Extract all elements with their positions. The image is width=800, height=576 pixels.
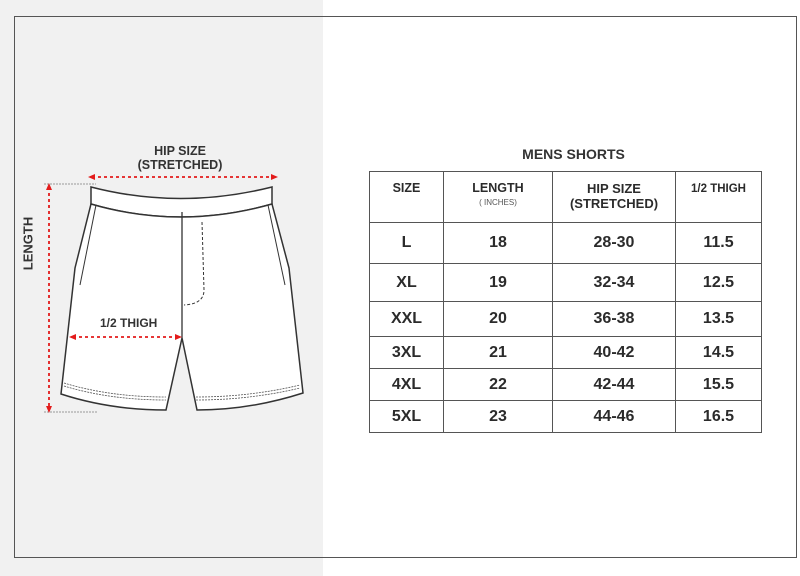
cell-thigh: 11.5 bbox=[676, 223, 762, 264]
length-label: LENGTH bbox=[20, 216, 36, 271]
table-row bbox=[370, 369, 762, 401]
cell-length: 22 bbox=[444, 369, 553, 401]
header-hip bbox=[553, 172, 676, 223]
table-row bbox=[370, 337, 762, 369]
table-row bbox=[370, 401, 762, 433]
cell-length: 23 bbox=[444, 401, 553, 433]
cell-size: 3XL bbox=[370, 337, 444, 369]
cell-hip: 28-30 bbox=[553, 223, 676, 264]
hip-size-label-line1: HIP SIZE bbox=[154, 144, 206, 158]
cell-length: 19 bbox=[444, 264, 553, 302]
shorts-illustration bbox=[0, 130, 320, 430]
table-row bbox=[370, 302, 762, 337]
cell-thigh: 14.5 bbox=[676, 337, 762, 369]
header-thigh-label: 1/2 THIGH bbox=[691, 183, 746, 195]
cell-hip: 42-44 bbox=[553, 369, 676, 401]
cell-length: 20 bbox=[444, 302, 553, 337]
cell-thigh: 16.5 bbox=[676, 401, 762, 433]
cell-hip: 44-46 bbox=[553, 401, 676, 433]
header-size-label: SIZE bbox=[392, 181, 421, 195]
header-size bbox=[370, 172, 444, 223]
table-row bbox=[370, 264, 762, 302]
cell-size: 4XL bbox=[370, 369, 444, 401]
table-title: MENS SHORTS bbox=[522, 146, 625, 162]
cell-length: 18 bbox=[444, 223, 553, 264]
header-length bbox=[444, 172, 553, 223]
cell-thigh: 13.5 bbox=[676, 302, 762, 337]
header-thigh bbox=[676, 172, 762, 223]
header-length-label: LENGTH bbox=[472, 181, 524, 195]
table-row bbox=[370, 223, 762, 264]
table-header-row bbox=[370, 172, 762, 223]
cell-size: XL bbox=[370, 264, 444, 302]
cell-size: L bbox=[370, 223, 444, 264]
cell-hip: 36-38 bbox=[553, 302, 676, 337]
cell-hip: 32-34 bbox=[553, 264, 676, 302]
hip-size-label-line2: (STRETCHED) bbox=[137, 158, 223, 172]
size-chart-table bbox=[369, 171, 762, 433]
cell-thigh: 15.5 bbox=[676, 369, 762, 401]
cell-size: 5XL bbox=[370, 401, 444, 433]
cell-size: XXL bbox=[370, 302, 444, 337]
header-hip-line1: HIP SIZE bbox=[587, 181, 641, 196]
half-thigh-label: 1/2 THIGH bbox=[100, 316, 158, 330]
header-hip-line2: (STRETCHED) bbox=[569, 196, 659, 211]
header-length-unit: ( INCHES) bbox=[479, 198, 517, 207]
cell-thigh: 12.5 bbox=[676, 264, 762, 302]
cell-length: 21 bbox=[444, 337, 553, 369]
cell-hip: 40-42 bbox=[553, 337, 676, 369]
